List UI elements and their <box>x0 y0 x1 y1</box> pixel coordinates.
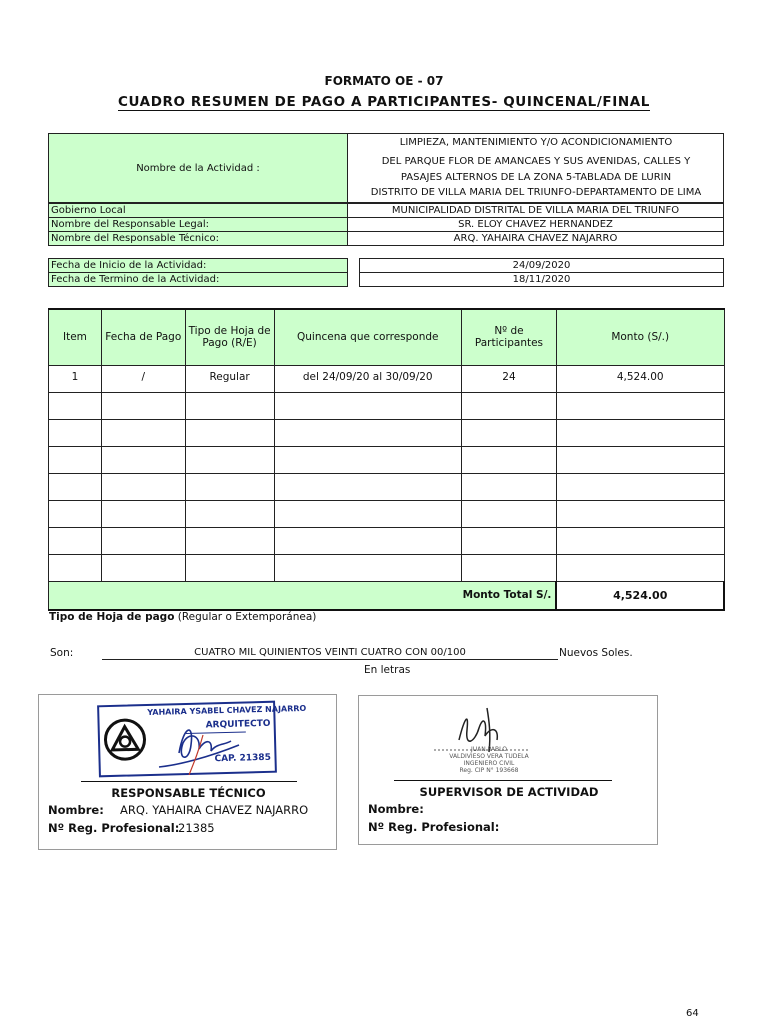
table-row <box>49 527 725 554</box>
signature-left-icon <box>139 705 259 775</box>
table-cell <box>185 473 274 500</box>
table-row <box>49 473 725 500</box>
fecha-termino-label: Fecha de Termino de la Actividad: <box>48 272 348 287</box>
table-cell <box>462 554 557 581</box>
table-cell <box>185 419 274 446</box>
signature-line <box>81 781 297 782</box>
table-row <box>49 500 725 527</box>
table-cell <box>274 446 462 473</box>
table-cell: / <box>101 365 185 392</box>
total-row <box>49 581 725 610</box>
tipo-hoja-options: (Regular o Extemporánea) <box>177 611 317 623</box>
table-header-row <box>49 309 725 365</box>
table-cell <box>49 527 102 554</box>
table-cell: Regular <box>185 365 274 392</box>
table-cell <box>274 473 462 500</box>
table-cell <box>49 554 102 581</box>
table-row <box>49 446 725 473</box>
table-cell <box>556 392 724 419</box>
header-fecha-pago: Fecha de Pago <box>101 309 185 365</box>
table-cell <box>185 446 274 473</box>
table-cell <box>49 473 102 500</box>
table-cell <box>185 554 274 581</box>
reg-profesional-label: Nº Reg. Profesional: <box>48 821 180 835</box>
supervisor-reg-label: Nº Reg. Profesional: <box>368 820 500 834</box>
table-cell <box>556 554 724 581</box>
responsable-tecnico-box <box>38 694 337 850</box>
table-cell <box>49 419 102 446</box>
form-code: FORMATO OE - 07 <box>324 74 444 88</box>
tipo-hoja-note <box>49 611 316 623</box>
activity-line: PASAJES ALTERNOS DE LA ZONA 5-TABLADA DE LURIN <box>400 172 672 183</box>
table-cell <box>274 554 462 581</box>
table-cell <box>101 446 185 473</box>
table-cell <box>101 473 185 500</box>
table-cell: 24 <box>462 365 557 392</box>
en-letras-caption: En letras <box>364 664 411 676</box>
nombre-value: ARQ. YAHAIRA CHAVEZ NAJARRO <box>120 803 309 817</box>
table-cell <box>101 500 185 527</box>
supervisor-box <box>358 695 658 845</box>
stamp-cap: CAP. 21385 <box>214 752 272 765</box>
stamp-name: YAHAIRA YSABEL CHAVEZ NAJARRO <box>147 703 307 718</box>
table-cell <box>274 392 462 419</box>
supervisor-stamp: JUAN PABLO VALDIVIESO VERA TUDELA INGENIERO CIVIL Reg. CIP N° 193668 <box>449 746 529 774</box>
payment-table <box>48 308 725 611</box>
amount-in-words: CUATRO MIL QUINIENTOS VEINTI CUATRO CON 00/100 <box>102 647 558 660</box>
table-cell <box>556 419 724 446</box>
table-cell <box>49 446 102 473</box>
activity-name-label: Nombre de la Actividad : <box>48 133 348 203</box>
header-tipo-hoja: Tipo de Hoja de Pago (R/E) <box>185 309 274 365</box>
activity-line: DISTRITO DE VILLA MARIA DEL TRIUNFO-DEPARTAMENTO DE LIMA <box>370 187 702 198</box>
header-item: Item <box>49 309 102 365</box>
header-quincena: Quincena que corresponde <box>274 309 462 365</box>
table-cell <box>185 527 274 554</box>
total-value: 4,524.00 <box>556 581 724 610</box>
table-cell <box>101 554 185 581</box>
table-cell <box>556 527 724 554</box>
responsable-tecnico-label: Nombre del Responsable Técnico: <box>48 231 348 246</box>
fecha-termino-value: 18/11/2020 <box>359 272 724 287</box>
table-cell <box>185 500 274 527</box>
table-cell <box>556 446 724 473</box>
page-number: 64 <box>686 1008 699 1019</box>
supervisor-nombre-label: Nombre: <box>368 802 424 816</box>
fecha-inicio-label: Fecha de Inicio de la Actividad: <box>48 258 348 273</box>
table-row <box>49 554 725 581</box>
table-cell: del 24/09/20 al 30/09/20 <box>274 365 462 392</box>
activity-line: LIMPIEZA, MANTENIMIENTO Y/O ACONDICIONAMIENTO <box>399 137 673 148</box>
table-cell <box>101 527 185 554</box>
table-cell <box>556 473 724 500</box>
table-cell <box>101 392 185 419</box>
table-cell: 1 <box>49 365 102 392</box>
fecha-inicio-value: 24/09/2020 <box>359 258 724 273</box>
table-cell <box>185 392 274 419</box>
responsable-tecnico-value: ARQ. YAHAIRA CHAVEZ NAJARRO <box>347 231 724 246</box>
signature-line <box>394 780 612 781</box>
tipo-hoja-label: Tipo de Hoja de pago <box>49 611 175 623</box>
table-cell <box>462 392 557 419</box>
table-cell <box>274 527 462 554</box>
responsable-legal-value: SR. ELOY CHAVEZ HERNANDEZ <box>347 217 724 232</box>
reg-profesional-value: 21385 <box>178 821 215 835</box>
table-cell <box>101 419 185 446</box>
activity-line: DEL PARQUE FLOR DE AMANCAES Y SUS AVENIDAS, CALLES Y <box>381 156 691 167</box>
table-cell <box>556 500 724 527</box>
total-label: Monto Total S/. <box>49 581 557 610</box>
table-cell <box>462 446 557 473</box>
page-title: CUADRO RESUMEN DE PAGO A PARTICIPANTES- QUINCENAL/FINAL <box>118 94 650 110</box>
table-cell <box>462 527 557 554</box>
table-cell <box>462 500 557 527</box>
table-cell <box>462 473 557 500</box>
table-cell <box>49 500 102 527</box>
header-participantes: Nº de Participantes <box>462 309 557 365</box>
son-label: Son: <box>50 647 74 659</box>
table-cell <box>274 500 462 527</box>
gobierno-local-value: MUNICIPALIDAD DISTRITAL DE VILLA MARIA DEL TRIUNFO <box>347 203 724 218</box>
table-cell <box>49 392 102 419</box>
responsable-legal-label: Nombre del Responsable Legal: <box>48 217 348 232</box>
nombre-label: Nombre: <box>48 803 104 817</box>
currency-label: Nuevos Soles. <box>559 647 633 659</box>
table-cell: 4,524.00 <box>556 365 724 392</box>
table-cell <box>462 419 557 446</box>
table-row <box>49 419 725 446</box>
supervisor-title: SUPERVISOR DE ACTIVIDAD <box>419 785 599 799</box>
header-monto: Monto (S/.) <box>556 309 724 365</box>
table-row <box>49 365 725 392</box>
table-cell <box>274 419 462 446</box>
table-row <box>49 392 725 419</box>
gobierno-local-label: Gobierno Local <box>48 203 348 218</box>
stamp-title: ARQUITECTO <box>205 718 271 731</box>
responsable-tecnico-title: RESPONSABLE TÉCNICO <box>111 786 266 800</box>
